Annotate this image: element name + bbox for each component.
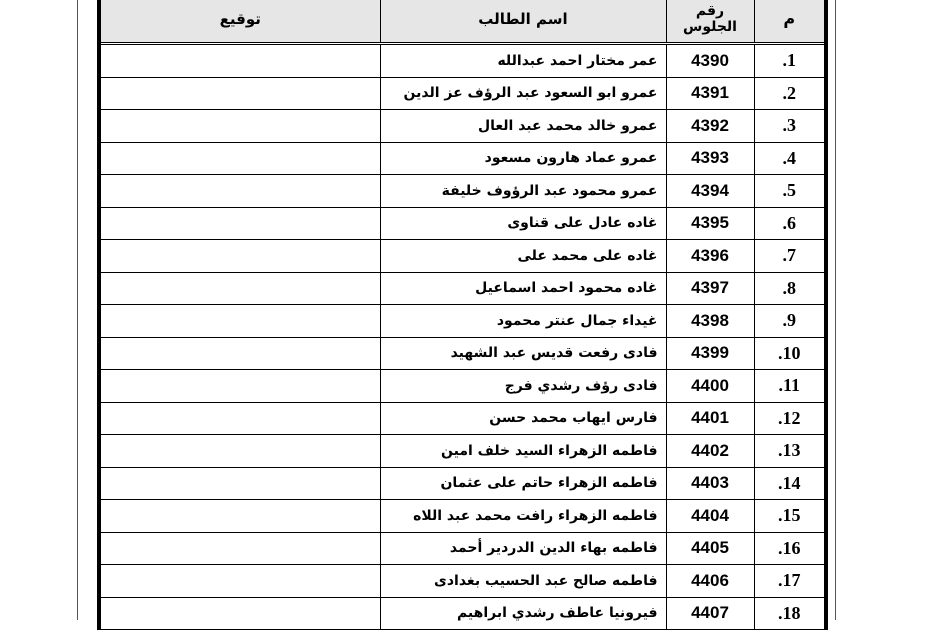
header-signature: توقيع	[99, 0, 380, 44]
student-name: فارس ايهاب محمد حسن	[380, 402, 666, 435]
signature-cell[interactable]	[99, 110, 380, 143]
seat-number: 4399	[666, 337, 754, 370]
table-row	[99, 175, 826, 208]
row-index: 2.	[754, 77, 826, 110]
seat-number: 4398	[666, 305, 754, 338]
row-index: 9.	[754, 305, 826, 338]
row-index: 16.	[754, 532, 826, 565]
student-name: فاطمه الزهراء حاتم على عثمان	[380, 467, 666, 500]
seat-number: 4403	[666, 467, 754, 500]
student-name: عمرو محمود عبد الرؤوف خليفة	[380, 175, 666, 208]
student-name: عمر مختار احمد عبدالله	[380, 44, 666, 78]
table-row	[99, 565, 826, 598]
header-seat-number	[666, 0, 754, 44]
seat-number: 4395	[666, 207, 754, 240]
student-name: عمرو ابو السعود عبد الرؤف عز الدين	[380, 77, 666, 110]
row-index: 18.	[754, 597, 826, 630]
table-row	[99, 435, 826, 468]
table-body	[99, 44, 826, 630]
row-index: 15.	[754, 500, 826, 533]
student-name: غاده على محمد على	[380, 240, 666, 273]
signature-cell[interactable]	[99, 370, 380, 403]
row-index: 14.	[754, 467, 826, 500]
page-border-left	[77, 0, 78, 620]
signature-cell[interactable]	[99, 435, 380, 468]
student-name: فاطمه الزهراء رافت محمد عبد اللاه	[380, 500, 666, 533]
row-index: 4.	[754, 142, 826, 175]
row-index: 7.	[754, 240, 826, 273]
page-border-right	[835, 0, 836, 620]
table-row	[99, 240, 826, 273]
table-row	[99, 305, 826, 338]
student-name: عمرو خالد محمد عبد العال	[380, 110, 666, 143]
signature-cell[interactable]	[99, 337, 380, 370]
table-row	[99, 110, 826, 143]
header-index: م	[754, 0, 826, 44]
seat-number: 4392	[666, 110, 754, 143]
row-index: 10.	[754, 337, 826, 370]
table-row	[99, 597, 826, 630]
table-row	[99, 207, 826, 240]
student-name: فادى رفعت قديس عبد الشهيد	[380, 337, 666, 370]
table-row	[99, 467, 826, 500]
student-name: فاطمه بهاء الدين الدردير أحمد	[380, 532, 666, 565]
seat-number: 4405	[666, 532, 754, 565]
row-index: 13.	[754, 435, 826, 468]
seat-number: 4394	[666, 175, 754, 208]
student-name: غاده محمود احمد اسماعيل	[380, 272, 666, 305]
signature-cell[interactable]	[99, 565, 380, 598]
table-row	[99, 77, 826, 110]
student-name: غيداء جمال عنتر محمود	[380, 305, 666, 338]
student-name: فاطمه الزهراء السيد خلف امين	[380, 435, 666, 468]
table-row	[99, 44, 826, 78]
seat-number: 4407	[666, 597, 754, 630]
seat-number: 4400	[666, 370, 754, 403]
table-row	[99, 370, 826, 403]
seat-number: 4390	[666, 44, 754, 78]
signature-cell[interactable]	[99, 142, 380, 175]
header-student-name: اسم الطالب	[380, 0, 666, 44]
signature-cell[interactable]	[99, 272, 380, 305]
signature-cell[interactable]	[99, 402, 380, 435]
signature-cell[interactable]	[99, 44, 380, 78]
seat-number: 4397	[666, 272, 754, 305]
seat-number: 4406	[666, 565, 754, 598]
signature-cell[interactable]	[99, 207, 380, 240]
table-row	[99, 500, 826, 533]
table-row	[99, 337, 826, 370]
attendance-table	[97, 0, 828, 630]
student-name: فاطمه صالح عبد الحسيب بغدادى	[380, 565, 666, 598]
seat-number: 4396	[666, 240, 754, 273]
signature-cell[interactable]	[99, 532, 380, 565]
student-name: فادى رؤف رشدي فرج	[380, 370, 666, 403]
header-seat-line1: رقم	[695, 2, 725, 19]
signature-cell[interactable]	[99, 500, 380, 533]
row-index: 11.	[754, 370, 826, 403]
signature-cell[interactable]	[99, 175, 380, 208]
signature-cell[interactable]	[99, 467, 380, 500]
header-seat-line2: الجلوس	[683, 18, 737, 35]
student-name: عمرو عماد هارون مسعود	[380, 142, 666, 175]
signature-cell[interactable]	[99, 597, 380, 630]
row-index: 6.	[754, 207, 826, 240]
row-index: 12.	[754, 402, 826, 435]
seat-number: 4401	[666, 402, 754, 435]
seat-number: 4393	[666, 142, 754, 175]
signature-cell[interactable]	[99, 240, 380, 273]
signature-cell[interactable]	[99, 77, 380, 110]
table-row	[99, 532, 826, 565]
table-row	[99, 142, 826, 175]
seat-number: 4402	[666, 435, 754, 468]
header-row	[99, 0, 826, 44]
row-index: 17.	[754, 565, 826, 598]
seat-number: 4404	[666, 500, 754, 533]
signature-cell[interactable]	[99, 305, 380, 338]
seat-number: 4391	[666, 77, 754, 110]
table-row	[99, 402, 826, 435]
row-index: 1.	[754, 44, 826, 78]
row-index: 3.	[754, 110, 826, 143]
row-index: 5.	[754, 175, 826, 208]
row-index: 8.	[754, 272, 826, 305]
student-name: فيرونيا عاطف رشدي ابراهيم	[380, 597, 666, 630]
student-name: غاده عادل على قناوى	[380, 207, 666, 240]
table-row	[99, 272, 826, 305]
